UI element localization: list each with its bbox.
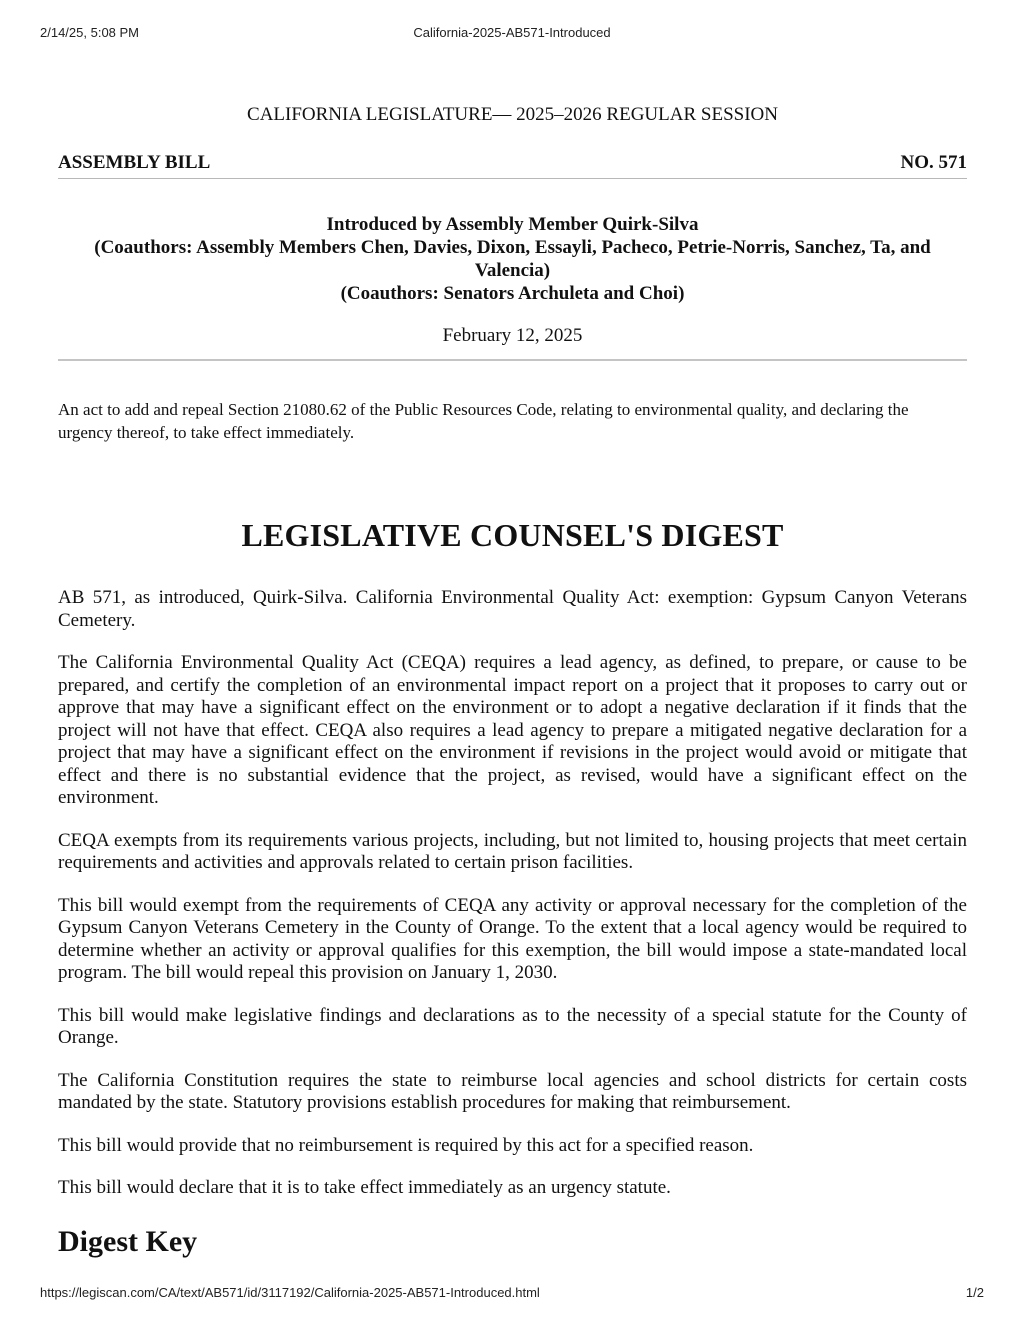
digest-paragraph: The California Constitution requires the state to reimburse local agencies and school districts for certain costs mandated by the state. Statutory provisions establish procedures for making that reimbursement.	[58, 1069, 967, 1113]
bill-identifier-row	[58, 152, 967, 179]
introduced-by: Introduced by Assembly Member Quirk-Silva	[326, 214, 699, 235]
digest-paragraph: CEQA exempts from its requirements various projects, including, but not limited to, housing projects that meet certain requirements and activities and approvals related to certain prison facilities.	[58, 829, 967, 873]
digest-paragraph: This bill would provide that no reimbursement is required by this act for a specified reason.	[58, 1134, 754, 1156]
print-document-title: California-2025-AB571-Introduced	[413, 25, 611, 40]
source-url: https://legiscan.com/CA/text/AB571/id/3117192/California-2025-AB571-Introduced.html	[40, 1285, 540, 1300]
digest-heading: LEGISLATIVE COUNSEL'S DIGEST	[241, 517, 784, 553]
page-number: 1/2	[965, 1285, 984, 1300]
digest-key-heading: Digest Key	[58, 1224, 198, 1258]
senate-coauthors: (Coauthors: Senators Archuleta and Choi)	[340, 283, 685, 304]
print-footer	[40, 1285, 984, 1301]
digest-paragraph: The California Environmental Quality Act (CEQA) requires a lead agency, as defined, to prepare, or cause to be prepared, and certify the completion of an environmental impact report on a project that it proposes to carry out or approve that may have a significant effect on the environment or to adopt a negative declaration if it finds that the project will not have that effect. CEQA also requires a lead agency to prepare a mitigated negative declaration for a project that may have a significant effect on the environment if revisions in the project would avoid or mitigate that effect and there is no substantial evidence that the project, as revised, would have a significant effect on the environment.	[58, 652, 967, 808]
introduction-date: February 12, 2025	[58, 325, 967, 361]
assembly-coauthors: (Coauthors: Assembly Members Chen, Davies, Dixon, Essayli, Pacheco, Petrie-Norris, Sanchez, Ta, and Valencia)	[94, 237, 931, 281]
act-title: An act to add and repeal Section 21080.62 of the Public Resources Code, relating to environmental quality, and declaring the urgency thereof, to take effect immediately.	[58, 400, 909, 442]
digest-paragraph: AB 571, as introduced, Quirk-Silva. California Environmental Quality Act: exemption: Gypsum Canyon Veterans Cemetery.	[58, 587, 967, 631]
digest-paragraph: This bill would exempt from the requirements of CEQA any activity or approval necessary for the completion of the Gypsum Canyon Veterans Cemetery in the County of Orange. To the extent that a local agency would be required to determine whether an activity or approval qualifies for this exemption, the bill would impose a state-mandated local program. The bill would repeal this provision on January 1, 2030.	[58, 894, 967, 983]
print-header	[40, 25, 984, 41]
print-datetime: 2/14/25, 5:08 PM	[40, 25, 140, 40]
bill-type: ASSEMBLY BILL	[58, 152, 211, 173]
bill-document	[58, 104, 967, 1259]
session-title: CALIFORNIA LEGISLATURE— 2025–2026 REGULAR SESSION	[247, 104, 778, 125]
authors-block	[58, 213, 967, 305]
digest-paragraph: This bill would make legislative findings and declarations as to the necessity of a special statute for the County of Orange.	[58, 1004, 967, 1048]
bill-number: NO. 571	[900, 152, 967, 173]
digest-paragraph: This bill would declare that it is to take effect immediately as an urgency statute.	[58, 1177, 671, 1198]
